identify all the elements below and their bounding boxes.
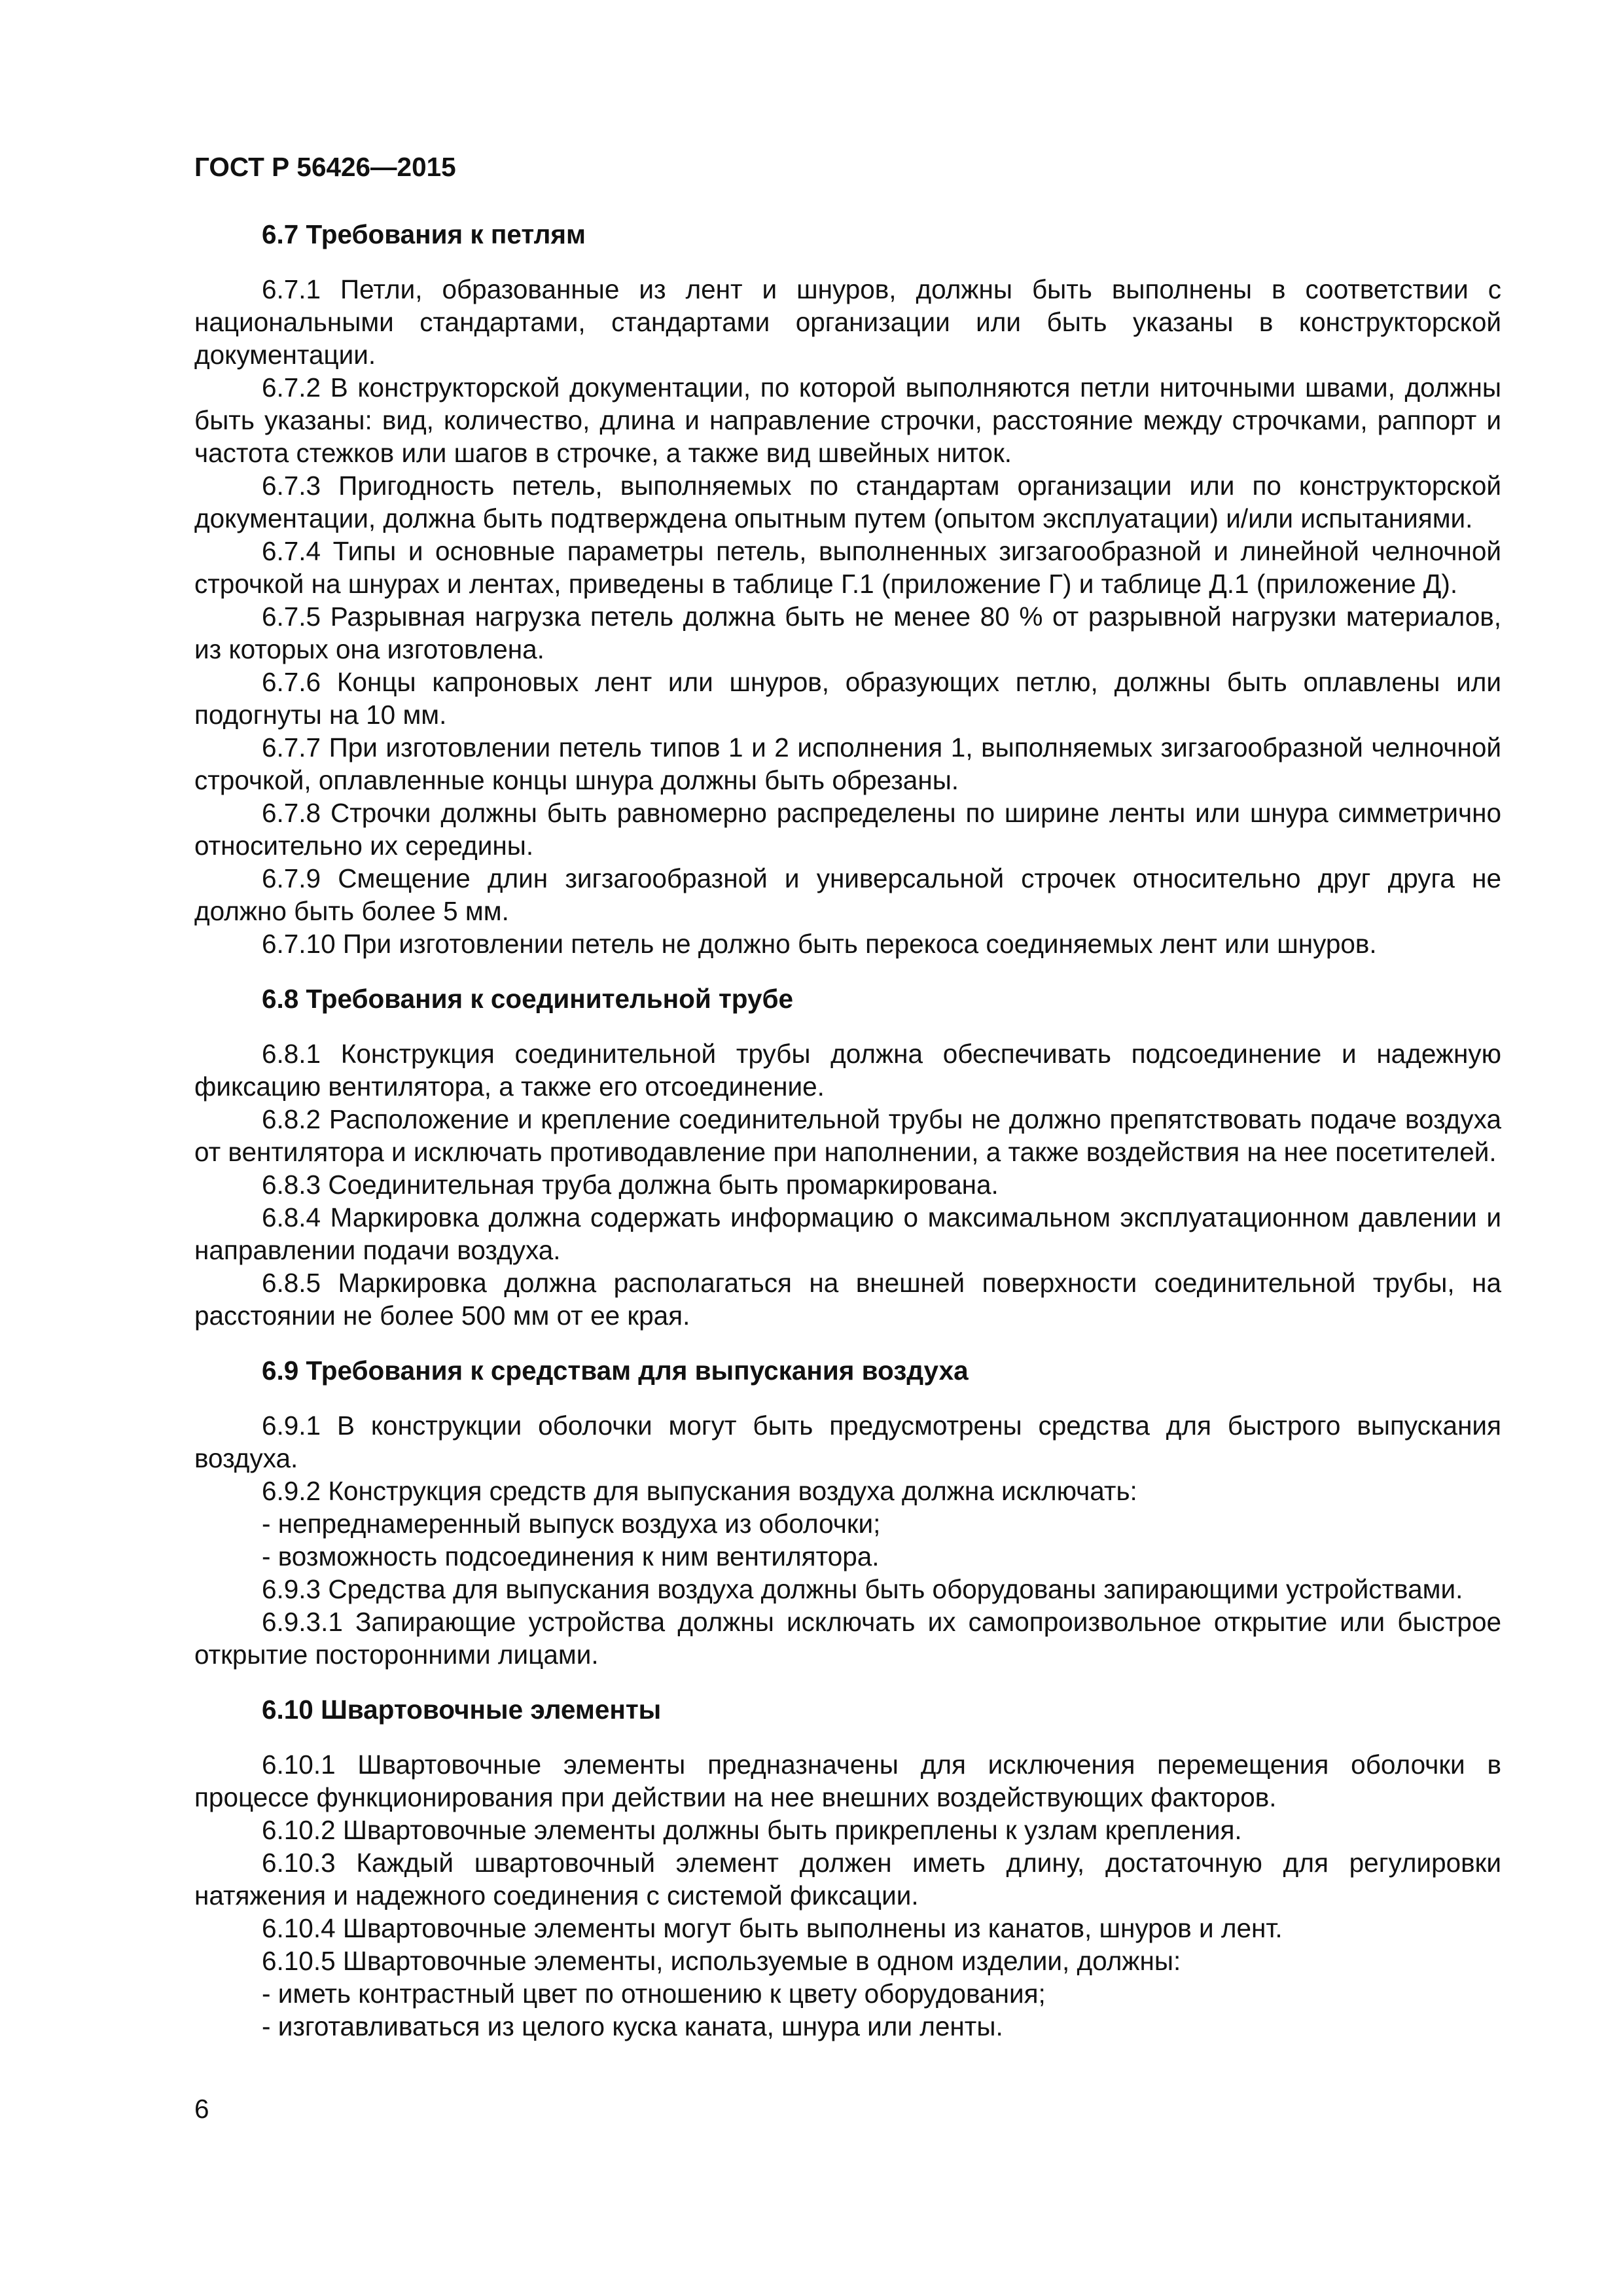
paragraph: 6.8.4 Маркировка должна содержать информацию о максимальном эксплуатационном давлении и направлении подачи воздуха. (194, 1202, 1501, 1265)
section-title: 6.7 Требования к петлям (262, 219, 586, 249)
paragraph: 6.8.2 Расположение и крепление соединительной трубы не должно препятствовать подаче воздуха от вентилятора и исключать противодавление при наполнении, а также воздействия на нее посетителей. (194, 1104, 1501, 1167)
list-item: - возможность подсоединения к ним вентилятора. (262, 1541, 880, 1571)
section (194, 1693, 1501, 2043)
section (194, 218, 1501, 960)
section (194, 1354, 1501, 1671)
paragraph: 6.10.1 Швартовочные элементы предназначены для исключения перемещения оболочки в процессе функционирования при действии на нее внешних воздействующих факторов. (194, 1749, 1501, 1812)
document-body (194, 218, 1501, 2043)
paragraph: 6.10.5 Швартовочные элементы, используемые в одном изделии, должны: (262, 1946, 1181, 1976)
section-title: 6.8 Требования к соединительной трубе (262, 984, 794, 1014)
paragraph: 6.8.3 Соединительная труба должна быть промаркирована. (262, 1170, 999, 1200)
paragraph: 6.9.1 В конструкции оболочки могут быть предусмотрены средства для быстрого выпускания воздуха. (194, 1410, 1501, 1473)
section (194, 982, 1501, 1332)
paragraph: 6.10.3 Каждый швартовочный элемент должен иметь длину, достаточную для регулировки натяжения и надежного соединения с системой фиксации. (194, 1848, 1501, 1910)
paragraph: 6.7.1 Петли, образованные из лент и шнуров, должны быть выполнены в соответствии с национальными стандартами, стандартами организации или быть указаны в конструкторской документации. (194, 274, 1501, 370)
paragraph: 6.10.2 Швартовочные элементы должны быть прикреплены к узлам крепления. (262, 1815, 1242, 1845)
list-item: - иметь контрастный цвет по отношению к цвету оборудования; (262, 1979, 1046, 2009)
paragraph: 6.7.5 Разрывная нагрузка петель должна быть не менее 80 % от разрывной нагрузки материалов, из которых она изготовлена. (194, 601, 1501, 664)
list-item: - непреднамеренный выпуск воздуха из оболочки; (262, 1509, 881, 1539)
paragraph: 6.7.6 Концы капроновых лент или шнуров, образующих петлю, должны быть оплавлены или подогнуты на 10 мм. (194, 667, 1501, 730)
paragraph: 6.7.4 Типы и основные параметры петель, выполненных зигзагообразной и линейной челночной строчкой на шнурах и лентах, приведены в таблице Г.1 (приложение Г) и таблице Д.1 (приложение Д). (194, 536, 1501, 599)
page-number: 6 (194, 2094, 209, 2124)
paragraph: 6.8.1 Конструкция соединительной трубы должна обеспечивать подсоединение и надежную фиксацию вентилятора, а также его отсоединение. (194, 1039, 1501, 1102)
paragraph: 6.7.3 Пригодность петель, выполняемых по стандартам организации или по конструкторской документации, должна быть подтверждена опытным путем (опытом эксплуатации) и/или испытаниями. (194, 471, 1501, 533)
paragraph: 6.7.10 При изготовлении петель не должно быть перекоса соединяемых лент или шнуров. (262, 929, 1377, 959)
section-title: 6.10 Швартовочные элементы (262, 1695, 662, 1725)
paragraph: 6.7.2 В конструкторской документации, по которой выполняются петли ниточными швами, должны быть указаны: вид, количество, длина и направление строчки, расстояние между строчками, раппорт и частота стежков или шагов в строчке, а также вид швейных ниток. (194, 372, 1501, 468)
paragraph: 6.7.9 Смещение длин зигзагообразной и универсальной строчек относительно друг друга не должно быть более 5 мм. (194, 863, 1501, 926)
paragraph: 6.8.5 Маркировка должна располагаться на внешней поверхности соединительной трубы, на расстоянии не более 500 мм от ее края. (194, 1268, 1501, 1331)
document-header: ГОСТ Р 56426—2015 (194, 152, 456, 182)
paragraph: 6.9.2 Конструкция средств для выпускания воздуха должна исключать: (262, 1476, 1137, 1506)
paragraph: 6.7.8 Строчки должны быть равномерно распределены по ширине ленты или шнура симметрично относительно их середины. (194, 798, 1501, 861)
section-title: 6.9 Требования к средствам для выпускания воздуха (262, 1355, 969, 1386)
paragraph: 6.9.3 Средства для выпускания воздуха должны быть оборудованы запирающими устройствами. (262, 1574, 1463, 1604)
list-item: - изготавливаться из целого куска каната, шнура или ленты. (262, 2011, 1003, 2041)
paragraph: 6.10.4 Швартовочные элементы могут быть выполнены из канатов, шнуров и лент. (262, 1913, 1283, 1943)
document-page (194, 151, 1501, 2043)
paragraph: 6.7.7 При изготовлении петель типов 1 и 2 исполнения 1, выполняемых зигзагообразной челночной строчкой, оплавленные концы шнура должны быть обрезаны. (194, 732, 1501, 795)
paragraph: 6.9.3.1 Запирающие устройства должны исключать их самопроизвольное открытие или быстрое открытие посторонними лицами. (194, 1607, 1501, 1670)
